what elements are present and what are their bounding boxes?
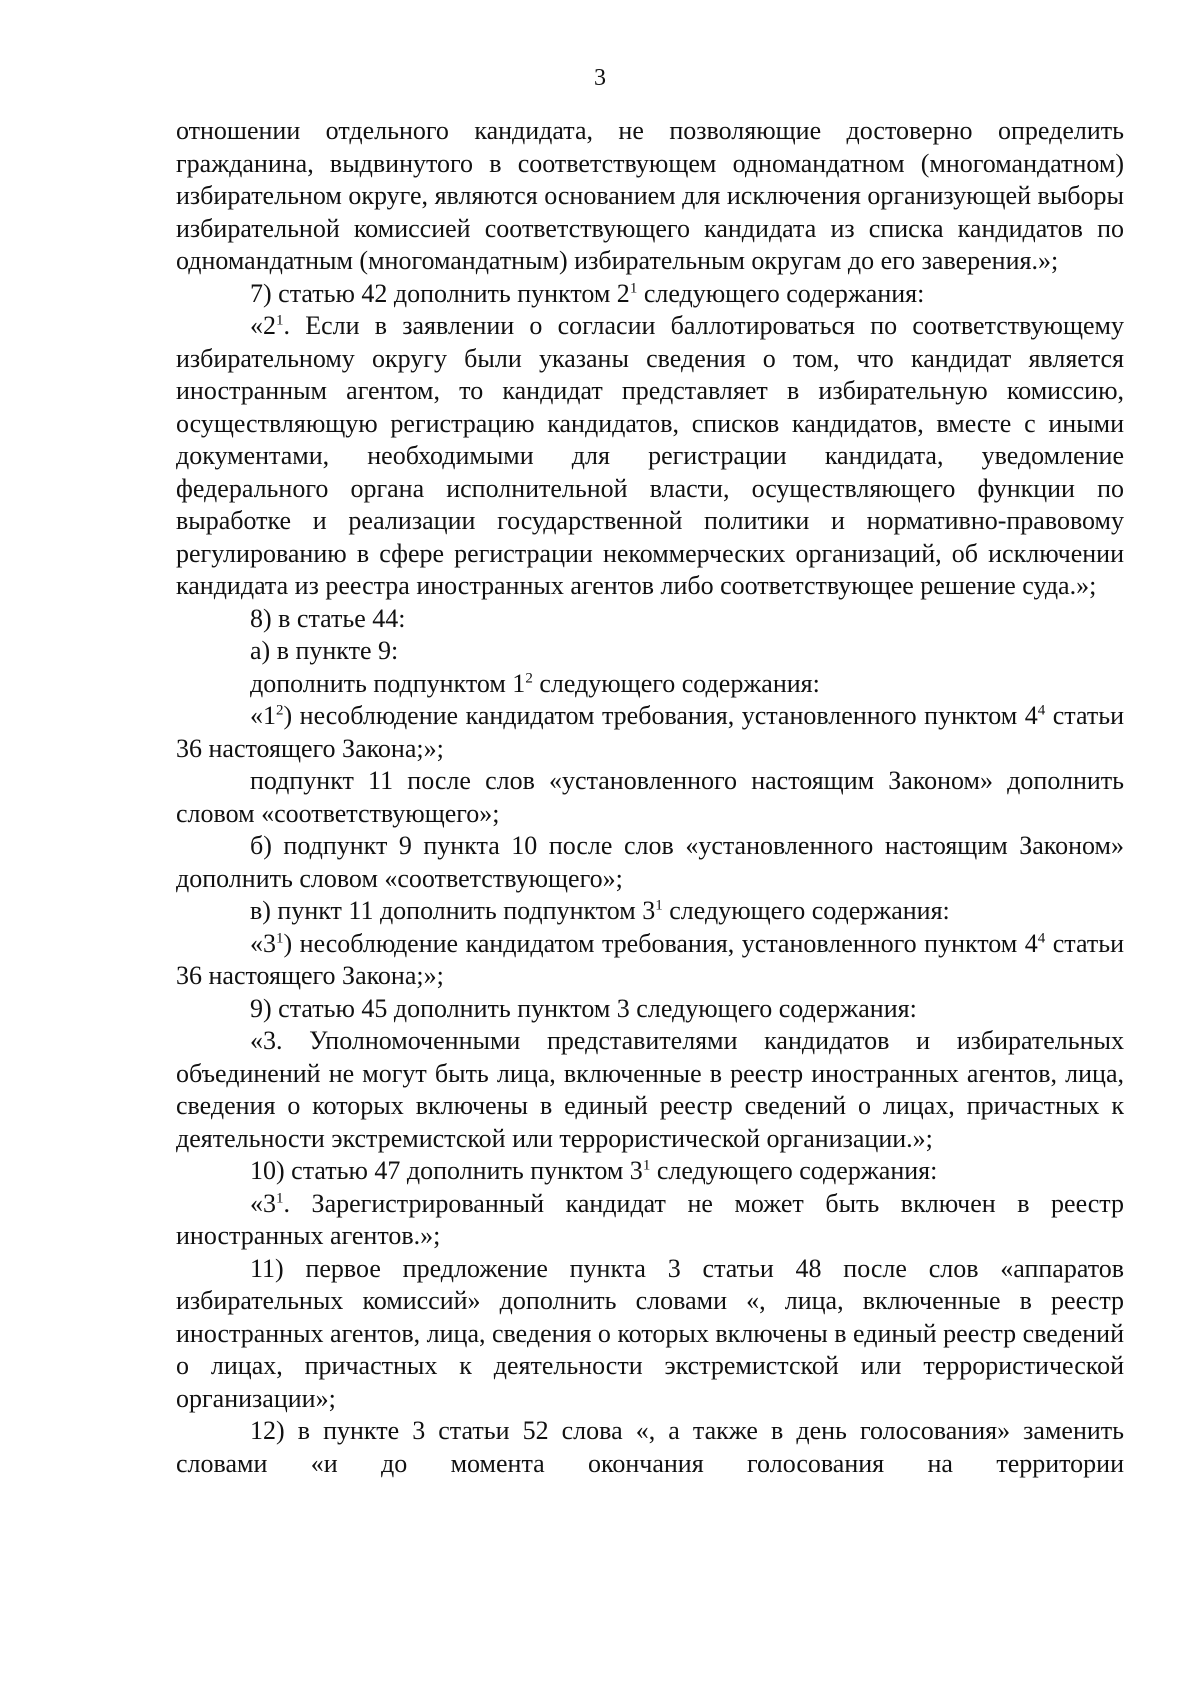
paragraph-item-10 xyxy=(176,1155,1124,1188)
text-segment: 7) статью 42 дополнить пунктом 2 xyxy=(250,278,630,308)
text-segment: 8) в статье 44: xyxy=(250,603,406,633)
text-segment: подпункт 11 после слов «установленного настоящим Законом» дополнить словом «соответствующего»; xyxy=(176,766,1124,828)
text-segment: статьи 36 настоящего Закона;»; xyxy=(176,701,1124,763)
text-segment: следующего содержания: xyxy=(650,1156,938,1185)
paragraph-item-11 xyxy=(176,1253,1124,1416)
superscript: 4 xyxy=(1037,929,1046,946)
text-segment: «1 xyxy=(250,701,276,730)
text-segment: 12) в пункте 3 статьи 52 слова «, а также в день голосования» заменить словами «и до момента окончания голосования на территории xyxy=(176,1416,1124,1478)
text-segment: в) пункт 11 дополнить подпунктом 3 xyxy=(250,896,656,925)
superscript: 2 xyxy=(525,669,533,686)
text-segment: следующего содержания: xyxy=(637,278,925,308)
paragraph-quote-2-1 xyxy=(176,310,1124,603)
superscript: 1 xyxy=(276,1189,284,1206)
paragraph-quote-1-2 xyxy=(176,700,1124,765)
text-segment: «3. Уполномоченными представителями кандидатов и избирательных объединений не могут быть лица, включенные в реестр иностранных агентов, лица, сведения о которых включены в единый реестр сведений о лицах, причастных к деятельности экстремистской или террористической организации.»; xyxy=(176,1026,1124,1153)
text-segment: 9) статью 45 дополнить пунктом 3 следующего содержания: xyxy=(250,993,917,1023)
paragraph-continuation xyxy=(176,115,1124,278)
superscript: 1 xyxy=(629,279,638,296)
page-number: 3 xyxy=(594,65,606,91)
paragraph-subitem-11 xyxy=(176,765,1124,830)
paragraph-quote-3-1 xyxy=(176,928,1124,993)
text-segment: а) в пункте 9: xyxy=(250,636,399,665)
superscript: 1 xyxy=(655,897,663,914)
text-segment: статьи 36 настоящего Закона;»; xyxy=(176,928,1124,990)
text-segment: 11) первое предложение пункта 3 статьи 48 после слов «аппаратов избирательных комиссий» дополнить словами «, лица, включенные в реестр иностранных агентов, лица, сведения о которых включены в единый реестр сведений о лицах, причастных к деятельности экстремистской или террористической организации»; xyxy=(176,1253,1124,1413)
paragraph-item-8 xyxy=(176,603,1124,636)
paragraph-add-subitem-1-2 xyxy=(176,668,1124,701)
text-segment: «3 xyxy=(250,1188,276,1218)
text-segment: «3 xyxy=(250,928,276,958)
text-segment: отношении отдельного кандидата, не позволяющие достоверно определить гражданина, выдвинутого в соответствующем одномандатном (многомандатном) избирательном округе, являются основанием для исключения организующей выборы избирательной комиссией соответствующего кандидата из списка кандидатов по одномандатным (многомандатным) избирательным округам до его заверения.»; xyxy=(176,116,1124,275)
paragraph-subitem-v xyxy=(176,895,1124,928)
superscript: 2 xyxy=(276,702,284,719)
text-segment: следующего содержания: xyxy=(662,896,950,925)
paragraph-quote-3 xyxy=(176,1025,1124,1155)
paragraph-subitem-a xyxy=(176,635,1124,668)
text-segment: б) подпункт 9 пункта 10 после слов «установленного настоящим Законом» дополнить словом «соответствующего»; xyxy=(176,831,1124,893)
text-segment: 10) статью 47 дополнить пунктом 3 xyxy=(250,1156,643,1185)
superscript: 1 xyxy=(642,1157,651,1174)
superscript: 1 xyxy=(276,312,284,329)
document-body xyxy=(176,115,1124,1480)
text-segment: ) несоблюдение кандидатом требования, установленного пунктом 4 xyxy=(283,928,1038,958)
paragraph-item-7 xyxy=(176,278,1124,311)
paragraph-quote-3-1-registered xyxy=(176,1188,1124,1253)
text-segment: следующего содержания: xyxy=(532,668,820,698)
superscript: 1 xyxy=(276,929,284,946)
text-segment: . Если в заявлении о согласии баллотироваться по соответствующему избирательному округу были указаны сведения о том, что кандидат является иностранным агентом, то кандидат представляет в избирательную комиссию, осуществляющую регистрацию кандидатов, списков кандидатов, вместе с иными документами, необходимыми для регистрации кандидата, уведомление федерального органа исполнительной власти, осуществляющего функции по выработке и реализации государственной политики и нормативно-правовому регулированию в сфере регистрации некоммерческих организаций, об исключении кандидата из реестра иностранных агентов либо соответствующее решение суда.»; xyxy=(176,311,1124,600)
text-segment: ) несоблюдение кандидатом требования, установленного пунктом 4 xyxy=(283,701,1038,730)
paragraph-item-12 xyxy=(176,1415,1124,1480)
superscript: 4 xyxy=(1037,702,1046,719)
text-segment: . Зарегистрированный кандидат не может быть включен в реестр иностранных агентов.»; xyxy=(176,1188,1124,1250)
text-segment: «2 xyxy=(250,311,276,340)
paragraph-subitem-b xyxy=(176,830,1124,895)
paragraph-item-9 xyxy=(176,993,1124,1026)
text-segment: дополнить подпунктом 1 xyxy=(250,668,526,698)
